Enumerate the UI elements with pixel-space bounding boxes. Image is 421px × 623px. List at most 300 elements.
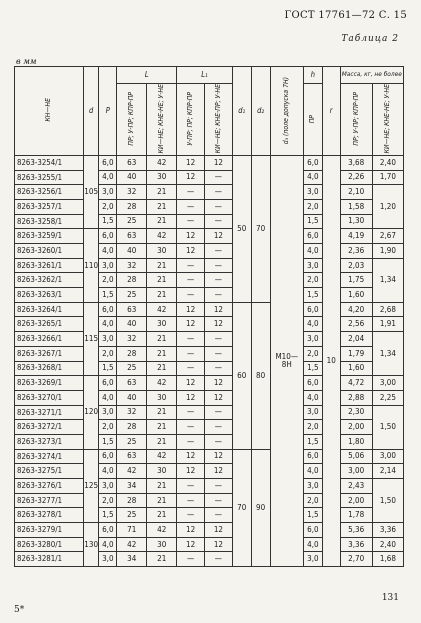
cell-l-b: 30 — [147, 317, 177, 332]
cell-designation: 8263-3264/1 — [15, 302, 84, 317]
col-thread-label: d₃ (поле допуска 7Н) — [282, 76, 291, 144]
cell-mass-a: 1,79 — [340, 346, 372, 361]
cell-designation: 8263-3275/1 — [15, 464, 84, 479]
cell-mass-b: 1,20 — [372, 185, 403, 229]
cell-thread: M10—8H — [270, 155, 303, 566]
cell-l1-b: 12 — [205, 449, 233, 464]
cell-l1-a: 12 — [177, 244, 205, 259]
cell-mass-b: 2,67 — [372, 229, 403, 244]
cell-l1-a: — — [177, 214, 205, 229]
cell-p: 6,0 — [99, 302, 117, 317]
footer-mark: 5* — [14, 605, 25, 615]
cell-designation: 8263-3278/1 — [15, 508, 84, 523]
cell-designation: 8263-3261/1 — [15, 258, 84, 273]
cell-l1-a: 12 — [177, 155, 205, 170]
cell-l-a: 32 — [117, 258, 147, 273]
cell-l1-b: — — [205, 508, 233, 523]
cell-p: 6,0 — [99, 376, 117, 391]
cell-l1-a: — — [177, 273, 205, 288]
cell-designation: 8263-3271/1 — [15, 405, 84, 420]
col-mass-b-label: КИ—НЕ; КНЕ-НЕ; У-НЕ — [383, 84, 392, 154]
cell-p: 3,0 — [99, 552, 117, 567]
cell-l1-a: 12 — [177, 464, 205, 479]
cell-l-a: 34 — [117, 479, 147, 494]
cell-designation: 8263-3273/1 — [15, 434, 84, 449]
cell-l1-a: — — [177, 199, 205, 214]
cell-l1-a: 12 — [177, 317, 205, 332]
col-l1-a — [177, 84, 205, 156]
table-row — [15, 244, 404, 259]
cell-d2: 80 — [251, 302, 270, 449]
cell-d2: 70 — [251, 155, 270, 302]
cell-designation: 8263-3276/1 — [15, 479, 84, 494]
cell-l-a: 32 — [117, 332, 147, 347]
cell-l-b: 21 — [147, 361, 177, 376]
col-l-a — [117, 84, 147, 156]
cell-l-a: 25 — [117, 434, 147, 449]
cell-l-a: 28 — [117, 420, 147, 435]
cell-l-a: 63 — [117, 155, 147, 170]
col-designation — [15, 67, 84, 156]
cell-l-a: 63 — [117, 229, 147, 244]
cell-designation: 8263-3254/1 — [15, 155, 84, 170]
cell-l-a: 25 — [117, 214, 147, 229]
cell-l1-b: — — [205, 244, 233, 259]
cell-l1-a: — — [177, 332, 205, 347]
cell-mass-a: 3,36 — [340, 537, 372, 552]
cell-l-a: 63 — [117, 376, 147, 391]
cell-l1-a: — — [177, 185, 205, 200]
cell-mass-a: 4,20 — [340, 302, 372, 317]
table-row — [15, 302, 404, 317]
cell-mass-b: 1,34 — [372, 332, 403, 376]
cell-mass-a: 2,03 — [340, 258, 372, 273]
cell-mass-a: 3,00 — [340, 464, 372, 479]
cell-l1-b: 12 — [205, 537, 233, 552]
cell-l1-a: — — [177, 258, 205, 273]
cell-mass-a: 1,30 — [340, 214, 372, 229]
cell-l1-a: 12 — [177, 449, 205, 464]
cell-d: 125 — [83, 449, 99, 522]
cell-mass-a: 1,60 — [340, 288, 372, 303]
cell-p: 1,5 — [99, 361, 117, 376]
cell-l-b: 30 — [147, 170, 177, 185]
cell-l-a: 32 — [117, 405, 147, 420]
table-row — [15, 376, 404, 391]
col-r: r — [322, 67, 340, 156]
cell-mass-b: 3,36 — [372, 523, 403, 538]
cell-l-b: 42 — [147, 302, 177, 317]
cell-p: 6,0 — [99, 449, 117, 464]
cell-mass-b: 1,68 — [372, 552, 403, 567]
cell-mass-a: 4,72 — [340, 376, 372, 391]
col-l1-b — [205, 84, 233, 156]
cell-d1: 70 — [232, 449, 251, 567]
cell-p: 6,0 — [99, 229, 117, 244]
cell-mass-a: 2,04 — [340, 332, 372, 347]
cell-l-b: 21 — [147, 434, 177, 449]
cell-mass-b: 3,00 — [372, 449, 403, 464]
cell-l1-b: — — [205, 479, 233, 494]
table-row — [15, 155, 404, 170]
cell-h: 3,0 — [303, 332, 322, 347]
cell-mass-a: 2,43 — [340, 479, 372, 494]
cell-l1-a: 12 — [177, 523, 205, 538]
cell-l-a: 32 — [117, 185, 147, 200]
cell-h: 6,0 — [303, 229, 322, 244]
cell-p: 4,0 — [99, 464, 117, 479]
table-row — [15, 229, 404, 244]
cell-h: 6,0 — [303, 302, 322, 317]
table-row — [15, 317, 404, 332]
cell-l-b: 21 — [147, 420, 177, 435]
cell-l1-b: 12 — [205, 317, 233, 332]
cell-p: 2,0 — [99, 420, 117, 435]
cell-p: 1,5 — [99, 214, 117, 229]
cell-h: 1,5 — [303, 361, 322, 376]
cell-p: 4,0 — [99, 390, 117, 405]
cell-h: 4,0 — [303, 537, 322, 552]
table-row — [15, 420, 404, 435]
table-row — [15, 273, 404, 288]
cell-l1-b: 12 — [205, 229, 233, 244]
cell-l-a: 25 — [117, 288, 147, 303]
cell-l1-a: — — [177, 405, 205, 420]
cell-l1-b: — — [205, 288, 233, 303]
cell-mass-a: 2,00 — [340, 420, 372, 435]
cell-l-b: 42 — [147, 449, 177, 464]
col-h-sub — [303, 84, 322, 156]
cell-l1-a: 12 — [177, 170, 205, 185]
cell-l1-a: — — [177, 346, 205, 361]
cell-mass-b: 1,34 — [372, 258, 403, 302]
table-row — [15, 434, 404, 449]
cell-l-a: 28 — [117, 199, 147, 214]
cell-l1-b: 12 — [205, 376, 233, 391]
table-row — [15, 479, 404, 494]
cell-mass-a: 1,78 — [340, 508, 372, 523]
col-h-sub-label: ПР — [308, 114, 317, 123]
cell-mass-a: 2,00 — [340, 493, 372, 508]
cell-designation: 8263-3268/1 — [15, 361, 84, 376]
cell-h: 1,5 — [303, 288, 322, 303]
cell-r: 10 — [322, 155, 340, 566]
cell-mass-a: 1,58 — [340, 199, 372, 214]
cell-d2: 90 — [251, 449, 270, 567]
cell-l1-b: 12 — [205, 155, 233, 170]
cell-l1-a: 12 — [177, 376, 205, 391]
table-row — [15, 258, 404, 273]
cell-h: 4,0 — [303, 170, 322, 185]
cell-designation: 8263-3256/1 — [15, 185, 84, 200]
cell-mass-a: 1,75 — [340, 273, 372, 288]
cell-l-b: 30 — [147, 464, 177, 479]
cell-l1-a: 12 — [177, 537, 205, 552]
cell-mass-b: 2,25 — [372, 390, 403, 405]
cell-designation: 8263-3259/1 — [15, 229, 84, 244]
table-row — [15, 493, 404, 508]
cell-l-a: 40 — [117, 317, 147, 332]
cell-h: 1,5 — [303, 508, 322, 523]
table-row — [15, 185, 404, 200]
cell-l-a: 28 — [117, 273, 147, 288]
cell-designation: 8263-3260/1 — [15, 244, 84, 259]
cell-designation: 8263-3281/1 — [15, 552, 84, 567]
cell-l1-b: 12 — [205, 523, 233, 538]
cell-designation: 8263-3266/1 — [15, 332, 84, 347]
cell-l1-a: — — [177, 508, 205, 523]
col-designation-label: КН—НЕ — [44, 98, 53, 122]
table-row — [15, 405, 404, 420]
cell-mass-b: 2,40 — [372, 537, 403, 552]
cell-h: 4,0 — [303, 390, 322, 405]
col-d2: d₂ — [251, 67, 270, 156]
cell-d: 120 — [83, 376, 99, 449]
table-row — [15, 199, 404, 214]
col-d1: d₁ — [232, 67, 251, 156]
cell-l1-b: 12 — [205, 302, 233, 317]
cell-l-b: 21 — [147, 185, 177, 200]
cell-mass-a: 2,56 — [340, 317, 372, 332]
col-mass-b — [372, 84, 403, 156]
cell-designation: 8263-3269/1 — [15, 376, 84, 391]
table-row — [15, 449, 404, 464]
cell-l1-a: — — [177, 361, 205, 376]
cell-h: 3,0 — [303, 258, 322, 273]
cell-mass-b: 1,90 — [372, 244, 403, 259]
cell-l-b: 21 — [147, 214, 177, 229]
cell-l-b: 21 — [147, 288, 177, 303]
cell-h: 4,0 — [303, 464, 322, 479]
col-p: P — [99, 67, 117, 156]
table-row — [15, 508, 404, 523]
cell-l-b: 21 — [147, 258, 177, 273]
cell-h: 1,5 — [303, 214, 322, 229]
cell-d1: 50 — [232, 155, 251, 302]
cell-p: 2,0 — [99, 273, 117, 288]
cell-p: 3,0 — [99, 258, 117, 273]
cell-p: 2,0 — [99, 346, 117, 361]
cell-l1-b: — — [205, 361, 233, 376]
table-row — [15, 346, 404, 361]
cell-designation: 8263-3272/1 — [15, 420, 84, 435]
cell-p: 3,0 — [99, 332, 117, 347]
cell-l1-a: — — [177, 420, 205, 435]
cell-l1-b: — — [205, 552, 233, 567]
table-row — [15, 523, 404, 538]
table-body — [15, 155, 404, 566]
cell-h: 6,0 — [303, 155, 322, 170]
cell-mass-a: 3,68 — [340, 155, 372, 170]
cell-mass-b: 1,50 — [372, 405, 403, 449]
col-l-b-label: КИ—НЕ; КНЕ-НЕ; У-НЕ — [157, 84, 166, 154]
cell-l1-a: — — [177, 288, 205, 303]
cell-l-b: 30 — [147, 244, 177, 259]
table-row — [15, 288, 404, 303]
page-number: 131 — [381, 593, 399, 603]
cell-l1-b: — — [205, 434, 233, 449]
cell-l1-b: — — [205, 258, 233, 273]
cell-l1-b: — — [205, 199, 233, 214]
table-row — [15, 170, 404, 185]
cell-l-b: 21 — [147, 346, 177, 361]
table-row — [15, 390, 404, 405]
cell-l-b: 21 — [147, 199, 177, 214]
cell-designation: 8263-3257/1 — [15, 199, 84, 214]
col-mass: Масса, кг, не более — [340, 67, 403, 84]
cell-mass-a: 2,10 — [340, 185, 372, 200]
cell-mass-a: 4,19 — [340, 229, 372, 244]
cell-d: 105 — [83, 155, 99, 228]
cell-l-a: 28 — [117, 346, 147, 361]
cell-mass-b: 2,14 — [372, 464, 403, 479]
table-row — [15, 552, 404, 567]
cell-l1-a: 12 — [177, 302, 205, 317]
cell-l-b: 21 — [147, 508, 177, 523]
cell-p: 1,5 — [99, 434, 117, 449]
cell-h: 6,0 — [303, 523, 322, 538]
cell-l-a: 34 — [117, 552, 147, 567]
cell-l-b: 21 — [147, 332, 177, 347]
cell-p: 6,0 — [99, 523, 117, 538]
col-l1: L₁ — [177, 67, 233, 84]
cell-l1-b: — — [205, 346, 233, 361]
cell-p: 4,0 — [99, 170, 117, 185]
cell-l1-a: 12 — [177, 229, 205, 244]
cell-mass-a: 2,36 — [340, 244, 372, 259]
cell-l-b: 30 — [147, 390, 177, 405]
cell-designation: 8263-3258/1 — [15, 214, 84, 229]
cell-l1-b: — — [205, 332, 233, 347]
col-l-a-label: ПР; У-ПР; КПР-ПР — [127, 91, 136, 146]
cell-h: 2,0 — [303, 420, 322, 435]
col-h: h — [303, 67, 322, 84]
cell-l1-a: 12 — [177, 390, 205, 405]
cell-mass-a: 2,70 — [340, 552, 372, 567]
document-header: ГОСТ 17761—72 С. 15 — [284, 10, 407, 21]
col-mass-a-label: ПР; У-ПР; КПР-ПР — [351, 91, 360, 146]
cell-h: 3,0 — [303, 405, 322, 420]
cell-d1: 60 — [232, 302, 251, 449]
cell-mass-b: 3,00 — [372, 376, 403, 391]
col-l1-b-label: КИ—НЕ; КНЕ-ПР; У-НЕ — [213, 84, 222, 154]
cell-designation: 8263-3262/1 — [15, 273, 84, 288]
cell-l1-b: — — [205, 214, 233, 229]
cell-l1-b: — — [205, 273, 233, 288]
cell-mass-a: 2,30 — [340, 405, 372, 420]
cell-h: 2,0 — [303, 346, 322, 361]
cell-h: 1,5 — [303, 434, 322, 449]
col-l-b — [147, 84, 177, 156]
cell-l1-b: 12 — [205, 390, 233, 405]
cell-l1-b: 12 — [205, 464, 233, 479]
cell-mass-b: 1,50 — [372, 479, 403, 523]
cell-p: 1,5 — [99, 288, 117, 303]
cell-l1-b: — — [205, 420, 233, 435]
cell-l-a: 40 — [117, 170, 147, 185]
cell-l-b: 42 — [147, 376, 177, 391]
cell-p: 4,0 — [99, 244, 117, 259]
cell-mass-b: 2,40 — [372, 155, 403, 170]
table-row — [15, 361, 404, 376]
cell-l-b: 21 — [147, 273, 177, 288]
cell-h: 3,0 — [303, 185, 322, 200]
table-row — [15, 464, 404, 479]
cell-h: 2,0 — [303, 493, 322, 508]
cell-p: 3,0 — [99, 479, 117, 494]
col-l: L — [117, 67, 177, 84]
table-row — [15, 214, 404, 229]
cell-l-b: 30 — [147, 537, 177, 552]
cell-designation: 8263-3280/1 — [15, 537, 84, 552]
cell-h: 3,0 — [303, 479, 322, 494]
cell-designation: 8263-3265/1 — [15, 317, 84, 332]
cell-l1-b: — — [205, 493, 233, 508]
cell-h: 6,0 — [303, 376, 322, 391]
units-label: в мм — [16, 57, 37, 66]
cell-p: 2,0 — [99, 493, 117, 508]
cell-l-b: 21 — [147, 479, 177, 494]
cell-p: 4,0 — [99, 317, 117, 332]
cell-l-b: 42 — [147, 229, 177, 244]
cell-l-a: 40 — [117, 244, 147, 259]
cell-l-a: 25 — [117, 508, 147, 523]
cell-mass-a: 1,60 — [340, 361, 372, 376]
cell-l-a: 42 — [117, 464, 147, 479]
col-d: d — [83, 67, 99, 156]
cell-p: 3,0 — [99, 185, 117, 200]
table-row — [15, 332, 404, 347]
col-mass-a — [340, 84, 372, 156]
cell-l-b: 21 — [147, 493, 177, 508]
cell-d: 110 — [83, 229, 99, 302]
cell-l-a: 63 — [117, 449, 147, 464]
cell-mass-a: 5,36 — [340, 523, 372, 538]
table-title: Таблица 2 — [341, 34, 399, 44]
col-l1-a-label: У-ПР; ПР; КПР-ПР — [186, 91, 195, 146]
cell-l1-b: — — [205, 170, 233, 185]
cell-p: 3,0 — [99, 405, 117, 420]
cell-l1-a: — — [177, 434, 205, 449]
cell-l-b: 42 — [147, 155, 177, 170]
dimensions-table — [14, 66, 404, 567]
cell-mass-b: 1,70 — [372, 170, 403, 185]
cell-l-a: 28 — [117, 493, 147, 508]
cell-h: 6,0 — [303, 449, 322, 464]
cell-mass-b: 2,68 — [372, 302, 403, 317]
cell-p: 6,0 — [99, 155, 117, 170]
cell-l1-a: — — [177, 479, 205, 494]
cell-l-b: 21 — [147, 552, 177, 567]
col-thread — [270, 67, 303, 156]
cell-h: 3,0 — [303, 552, 322, 567]
cell-l-a: 40 — [117, 390, 147, 405]
cell-mass-a: 2,26 — [340, 170, 372, 185]
cell-designation: 8263-3255/1 — [15, 170, 84, 185]
cell-h: 4,0 — [303, 244, 322, 259]
cell-l-a: 71 — [117, 523, 147, 538]
cell-mass-a: 1,80 — [340, 434, 372, 449]
cell-designation: 8263-3274/1 — [15, 449, 84, 464]
cell-d: 115 — [83, 302, 99, 375]
cell-l-a: 63 — [117, 302, 147, 317]
cell-h: 4,0 — [303, 317, 322, 332]
cell-designation: 8263-3263/1 — [15, 288, 84, 303]
cell-l1-b: — — [205, 185, 233, 200]
cell-d: 130 — [83, 523, 99, 567]
cell-l-b: 42 — [147, 523, 177, 538]
cell-designation: 8263-3270/1 — [15, 390, 84, 405]
